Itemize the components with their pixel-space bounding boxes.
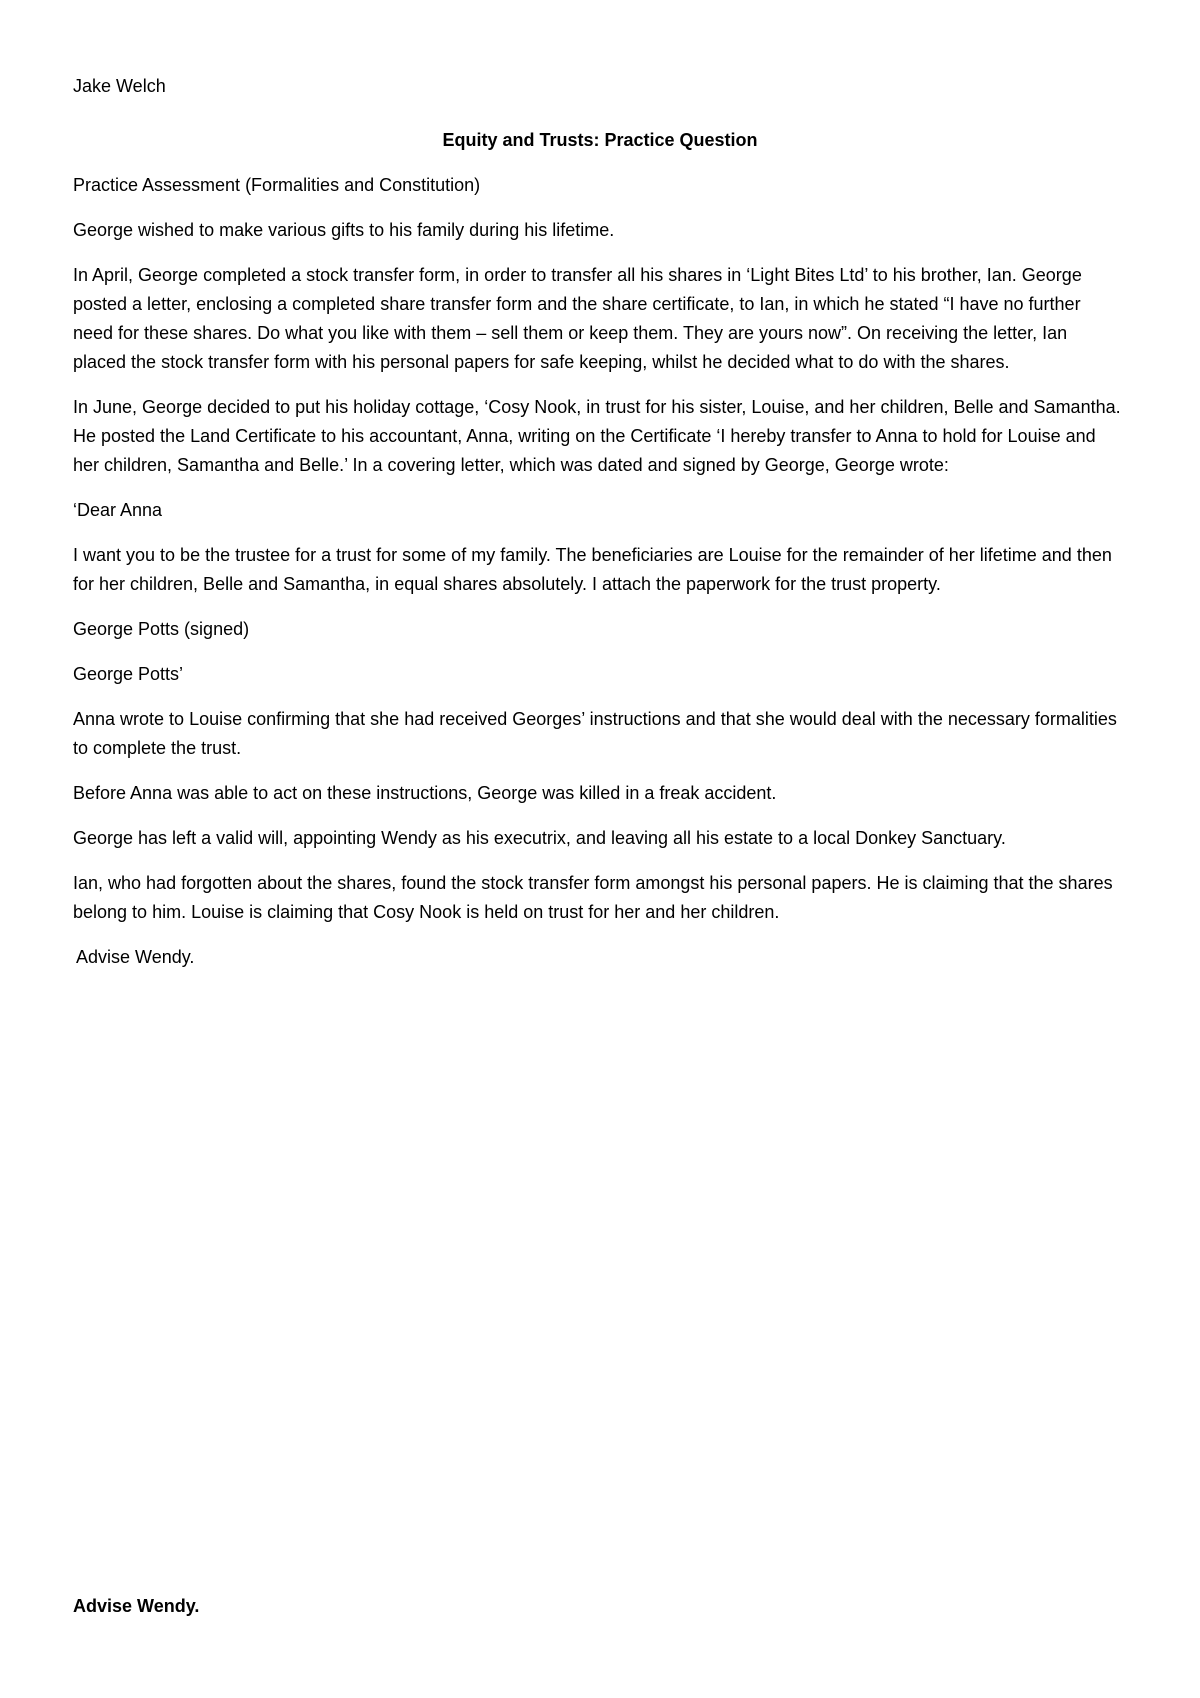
paragraph-accident: Before Anna was able to act on these instructions, George was killed in a freak accident. (73, 783, 777, 803)
document-title: Equity and Trusts: Practice Question (442, 130, 758, 150)
letter-body: I want you to be the trustee for a trust for some of my family. The beneficiaries are Louise for the remainder of her lifetime and then for her children, Belle and Samantha, in equal shares absolutely. I attach the paperwork for the trust property. (73, 545, 1112, 594)
paragraph-cottage: In June, George decided to put his holiday cottage, ‘Cosy Nook, in trust for his sister, Louise, and her children, Belle and Samantha. He posted the Land Certificate to his accountant, Anna, writing on the Certificate ‘I hereby transfer to Anna to hold for Louise and her children, Samantha and Belle.’ In a covering letter, which was dated and signed by George, George wrote: (73, 397, 1121, 475)
advise-instruction-bold: Advise Wendy. (73, 1596, 200, 1616)
letter-signature-name: George Potts’ (73, 664, 184, 684)
letter-salutation: ‘Dear Anna (73, 500, 163, 520)
paragraph-claims: Ian, who had forgotten about the shares, found the stock transfer form amongst his personal papers. He is claiming that the shares belong to him. Louise is claiming that Cosy Nook is held on trust for her and her children. (73, 873, 1113, 922)
author-name: Jake Welch (73, 76, 166, 96)
paragraph-intro: George wished to make various gifts to his family during his lifetime. (73, 220, 615, 240)
letter-signature-signed: George Potts (signed) (73, 619, 250, 639)
paragraph-shares: In April, George completed a stock transfer form, in order to transfer all his shares in ‘Light Bites Ltd’ to his brother, Ian. George posted a letter, enclosing a completed share transfer form and the share certificate, to Ian, in which he stated “I have no further need for these shares. Do what you like with them – sell them or keep them. They are yours now”. On receiving the letter, Ian placed the stock transfer form with his personal papers for safe keeping, whilst he decided what to do with the shares. (73, 265, 1082, 372)
subtitle: Practice Assessment (Formalities and Constitution) (73, 175, 481, 195)
document-body (73, 171, 1123, 988)
paragraph-anna-reply: Anna wrote to Louise confirming that she had received Georges’ instructions and that she would deal with the necessary formalities to complete the trust. (73, 709, 1117, 758)
paragraph-will: George has left a valid will, appointing Wendy as his executrix, and leaving all his estate to a local Donkey Sanctuary. (73, 828, 1006, 848)
advise-instruction: Advise Wendy. (76, 947, 195, 967)
